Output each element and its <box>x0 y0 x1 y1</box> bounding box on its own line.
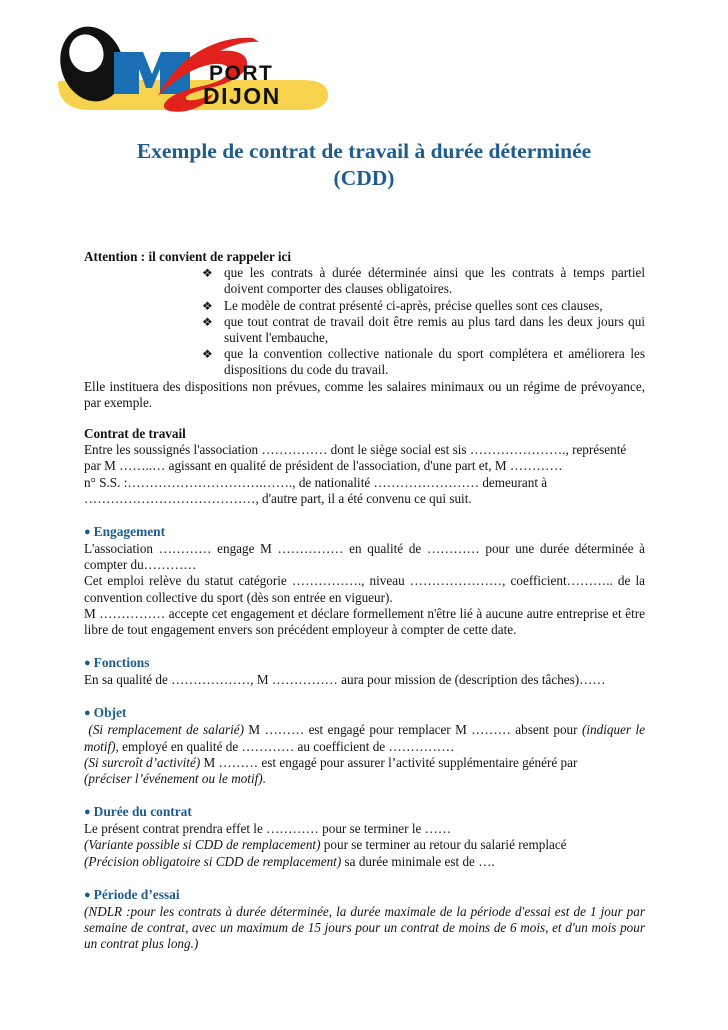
duree-para-1: Le présent contrat prendra effet le ………… pour se terminer le …… <box>84 821 452 837</box>
section-heading-label: Durée du contrat <box>93 804 192 820</box>
engagement-para-3: M …………… accepte cet engagement et déclare formellement n'être lié à aucune autre entreprise et être libre de tout engagement envers son précédent employeur à compter de cette date. <box>84 605 645 638</box>
list-item-text: Le modèle de contrat présenté ci-après, précise quelles sont ces clauses, <box>224 297 603 313</box>
diamond-bullet-icon: ❖ <box>202 347 213 362</box>
duree-italic-1: (Variante possible si CDD de remplacement) <box>84 837 321 853</box>
list-item <box>202 346 645 378</box>
round-bullet-icon: ● <box>84 806 91 819</box>
objet-para-1 <box>84 722 645 754</box>
duree-para-2 <box>84 837 645 853</box>
page-title-line-1: Exemple de contrat de travail à durée déterminée <box>136 139 592 163</box>
duree-para-3 <box>84 854 645 870</box>
section-heading-label: Fonctions <box>93 655 150 671</box>
page-title-line-2: (CDD) <box>333 166 395 190</box>
diamond-bullet-icon: ❖ <box>202 314 213 329</box>
contrat-para-4: …………………………………, d'autre part, il a été convenu ce qui suit. <box>84 490 472 506</box>
document-body <box>84 249 645 953</box>
objet-para-3 <box>84 771 645 787</box>
objet-text-1: M ……… est engagé pour remplacer M ……… absent pour <box>244 722 582 738</box>
duree-text-1: pour se terminer au retour du salarié remplacé <box>320 837 567 853</box>
diamond-bullet-icon: ❖ <box>202 266 213 281</box>
engagement-para-1: L'association ………… engage M …………… en qualité de ………… pour une durée déterminée à compter du………… <box>84 541 645 573</box>
round-bullet-icon: ● <box>84 526 91 539</box>
contrat-para-2: par M ……..… agissant en qualité de président de l'association, d'une part et, M ………… <box>84 458 563 474</box>
section-heading-label: Objet <box>93 705 127 721</box>
objet-para-2 <box>84 755 645 771</box>
list-item <box>202 314 645 346</box>
round-bullet-icon: ● <box>84 888 91 901</box>
logo-word-dijon: DIJON <box>203 83 281 109</box>
fonctions-para-1: En sa qualité de ………………, M …………… aura pour mission de (description des tâches)…… <box>84 672 606 688</box>
list-item-text: que les contrats à durée déterminée ainsi que les contrats à temps partiel doivent comporter des clauses obligatoires. <box>224 265 645 297</box>
objet-text-3: M ……… est engagé pour assurer l’activité supplémentaire généré par <box>200 754 578 770</box>
duree-italic-2: (Précision obligatoire si CDD de remplacement) <box>84 853 342 869</box>
contrat-de-travail-heading: Contrat de travail <box>84 426 186 442</box>
objet-italic-3: (Si surcroît d’activité) <box>84 754 201 770</box>
section-heading-label: Période d’essai <box>93 886 180 902</box>
objet-italic-2: (indiquer le motif) <box>84 722 645 754</box>
attention-heading: Attention : il convient de rappeler ici <box>84 249 292 264</box>
attention-closing: Elle instituera des dispositions non prévues, comme les salaires minimaux ou un régime de prévoyance, par exemple. <box>84 378 645 410</box>
list-item-text: que la convention collective nationale du sport complétera et améliorera les dispositions du code du travail. <box>224 346 645 378</box>
section-heading-fonctions <box>84 654 645 672</box>
periode-essai-note: (NDLR :pour les contrats à durée déterminée, la durée maximale de la période d'essai est de 1 jour par semaine de contrat, avec un maximum de 15 jours pour un contrat de moins de 6 mois, et d'un mois pour un contrat plus long.) <box>84 903 645 952</box>
list-item <box>202 298 645 314</box>
section-heading-periode-d-essai <box>84 886 645 904</box>
section-heading-duree-du-contrat <box>84 803 645 821</box>
diamond-bullet-icon: ❖ <box>202 298 213 313</box>
round-bullet-icon: ● <box>84 707 91 720</box>
objet-italic-1: (Si remplacement de salarié) <box>88 722 245 738</box>
round-bullet-icon: ● <box>84 657 91 670</box>
objet-text-2: , employé en qualité de ………… au coefficient de …………… <box>115 738 455 754</box>
engagement-para-2: Cet emploi relève du statut catégorie ……………., niveau …………………, coefficient……….. de la convention collective du sport (dès son entrée en vigueur). <box>84 573 645 605</box>
list-item-text: que tout contrat de travail doit être remis au plus tard dans les deux jours qui suivent l'embauche, <box>224 313 645 346</box>
contrat-para-3: n° S.S. :………………………….……., de nationalité …………………… demeurant à <box>84 474 548 490</box>
duree-text-2: sa durée minimale est de …. <box>341 853 495 869</box>
logo-word-port: PORT <box>209 62 274 85</box>
section-heading-objet <box>84 704 645 722</box>
logo-graphic <box>40 22 340 114</box>
attention-checklist <box>84 265 645 378</box>
section-heading-engagement <box>84 523 645 541</box>
objet-italic-4: (préciser l’événement ou le motif). <box>84 771 266 787</box>
page-title <box>84 138 644 192</box>
section-heading-label: Engagement <box>93 524 166 540</box>
contrat-para-1: Entre les soussignés l'association …………… dont le siège social est sis …………………., représenté <box>84 442 627 458</box>
list-item <box>202 265 645 297</box>
oms-sport-dijon-logo <box>40 22 340 114</box>
